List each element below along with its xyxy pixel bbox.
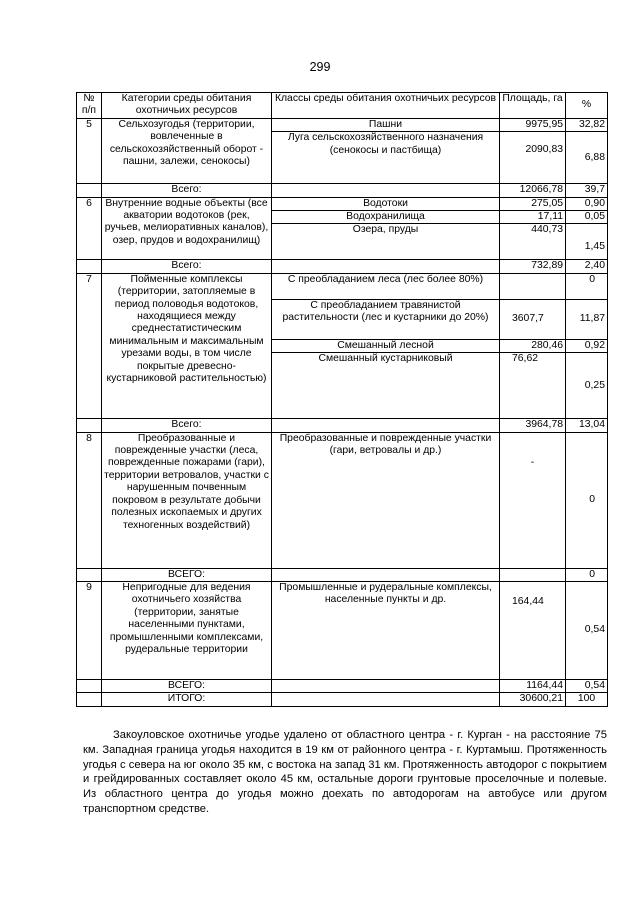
row-category: Пойменные комплексы (территории, затопляемые в период половодья водотоков, находящиеся между среднестатистическим минимальным и максимальным урезами воды, в том числе покрытые древесно-кустарниковой растительностью) (102, 273, 272, 418)
row-pct: 0,25 (566, 353, 608, 419)
table-header-row (77, 93, 608, 119)
row-pct: 32,82 (566, 118, 608, 131)
subtotal-row (77, 568, 608, 581)
table-row (77, 432, 608, 568)
row-class: Озера, пруды (272, 224, 500, 260)
subtotal-label: Всего: (102, 419, 272, 432)
subtotal-pct: 39,7 (566, 184, 608, 197)
subtotal-area (500, 568, 566, 581)
row-pct: 1,45 (566, 224, 608, 260)
row-area: 3607,7 (500, 299, 566, 339)
subtotal-row (77, 260, 608, 273)
row-class: Водотоки (272, 197, 500, 210)
row-class: Смешанный кустарниковый (272, 353, 500, 419)
row-category: Сельхозугодья (территории, вовлеченные в сельскохозяйственный оборот - пашни, залежи, сенокосы) (102, 118, 272, 183)
row-area (500, 273, 566, 299)
row-pct: 0 (566, 273, 608, 299)
header-num: № п/п (77, 93, 102, 119)
header-area: Площадь, га (500, 93, 566, 119)
row-area: 440,73 (500, 224, 566, 260)
table-row (77, 118, 608, 131)
row-pct: 0,92 (566, 339, 608, 352)
row-area: 164,44 (500, 582, 566, 680)
subtotal-area: 732,89 (500, 260, 566, 273)
body-text (83, 728, 607, 817)
subtotal-label: ВСЕГО: (102, 568, 272, 581)
row-class: Луга сельскохозяйственного назначения (сенокосы и пастбища) (272, 132, 500, 184)
row-num: 5 (77, 118, 102, 183)
page-number: 299 (309, 60, 331, 74)
row-area: - (500, 432, 566, 568)
row-area: 280,46 (500, 339, 566, 352)
row-category: Внутренние водные объекты (все акватории водотоков (рек, ручьев, мелиоративных каналов), озер, прудов и водохранилищ) (102, 197, 272, 260)
row-area: 76,62 (500, 353, 566, 419)
row-pct: 6,88 (566, 132, 608, 184)
row-category: Непригодные для ведения охотничьего хозяйства (территории, занятые населенными пунктами, промышленными комплексами, рудеральные территории (102, 582, 272, 680)
row-num: 6 (77, 197, 102, 260)
row-num: 7 (77, 273, 102, 418)
subtotal-row (77, 419, 608, 432)
subtotal-pct: 0,54 (566, 680, 608, 693)
grand-total-pct: 100 (566, 693, 608, 706)
row-pct: 0 (566, 432, 608, 568)
row-pct: 0,05 (566, 211, 608, 224)
row-class: С преобладанием травянистой растительности (лес и кустарники до 20%) (272, 299, 500, 339)
habitat-table (76, 92, 608, 707)
header-category: Категории среды обитания охотничьих ресурсов (102, 93, 272, 119)
table-row (77, 197, 608, 210)
row-area: 17,11 (500, 211, 566, 224)
row-pct: 0,54 (566, 582, 608, 680)
row-class: Смешанный лесной (272, 339, 500, 352)
row-class: Промышленные и рудеральные комплексы, населенные пункты и др. (272, 582, 500, 680)
row-area: 275,05 (500, 197, 566, 210)
header-pct: % (566, 93, 608, 119)
subtotal-pct: 13,04 (566, 419, 608, 432)
row-category: Преобразованные и поврежденные участки (леса, поврежденные пожарами (гари), территории ветровалов, участки с нарушенным почвенным покровом в результате добычи полезных ископаемых и других техногенных воздействий) (102, 432, 272, 568)
table-row (77, 582, 608, 680)
row-num: 8 (77, 432, 102, 568)
subtotal-area: 12066,78 (500, 184, 566, 197)
row-pct: 0,90 (566, 197, 608, 210)
header-class: Классы среды обитания охотничьих ресурсов (272, 93, 500, 119)
subtotal-label: ВСЕГО: (102, 680, 272, 693)
subtotal-area: 3964,78 (500, 419, 566, 432)
row-area: 2090,83 (500, 132, 566, 184)
subtotal-pct: 2,40 (566, 260, 608, 273)
subtotal-row (77, 184, 608, 197)
subtotal-row (77, 680, 608, 693)
body-paragraph: Закоуловское охотничье угодье удалено от областного центра - г. Курган - на расстояние 75 км. Западная граница угодья находится в 19 км от районного центра - г. Куртамыш. Протяженность угодья с севера на юг около 35 км, с востока на запад 31 км. Протяженность автодорог с покрытием и грейдированных составляет около 45 км, остальные дороги грунтовые проселочные и полевые. Из областного центра до угодья можно доехать по автодорогам на автобусе или другом транспортном средстве. (83, 729, 607, 815)
table-row (77, 273, 608, 299)
grand-total-row (77, 693, 608, 706)
subtotal-area: 1164,44 (500, 680, 566, 693)
row-num: 9 (77, 582, 102, 680)
subtotal-label: Всего: (102, 260, 272, 273)
subtotal-label: Всего: (102, 184, 272, 197)
row-class: Пашни (272, 118, 500, 131)
row-class: Водохранилища (272, 211, 500, 224)
grand-total-area: 30600,21 (500, 693, 566, 706)
row-pct: 11,87 (566, 299, 608, 339)
subtotal-pct: 0 (566, 568, 608, 581)
row-class: Преобразованные и поврежденные участки (гари, ветровалы и др.) (272, 432, 500, 568)
row-area: 9975,95 (500, 118, 566, 131)
row-class: С преобладанием леса (лес более 80%) (272, 273, 500, 299)
grand-total-label: ИТОГО: (102, 693, 272, 706)
